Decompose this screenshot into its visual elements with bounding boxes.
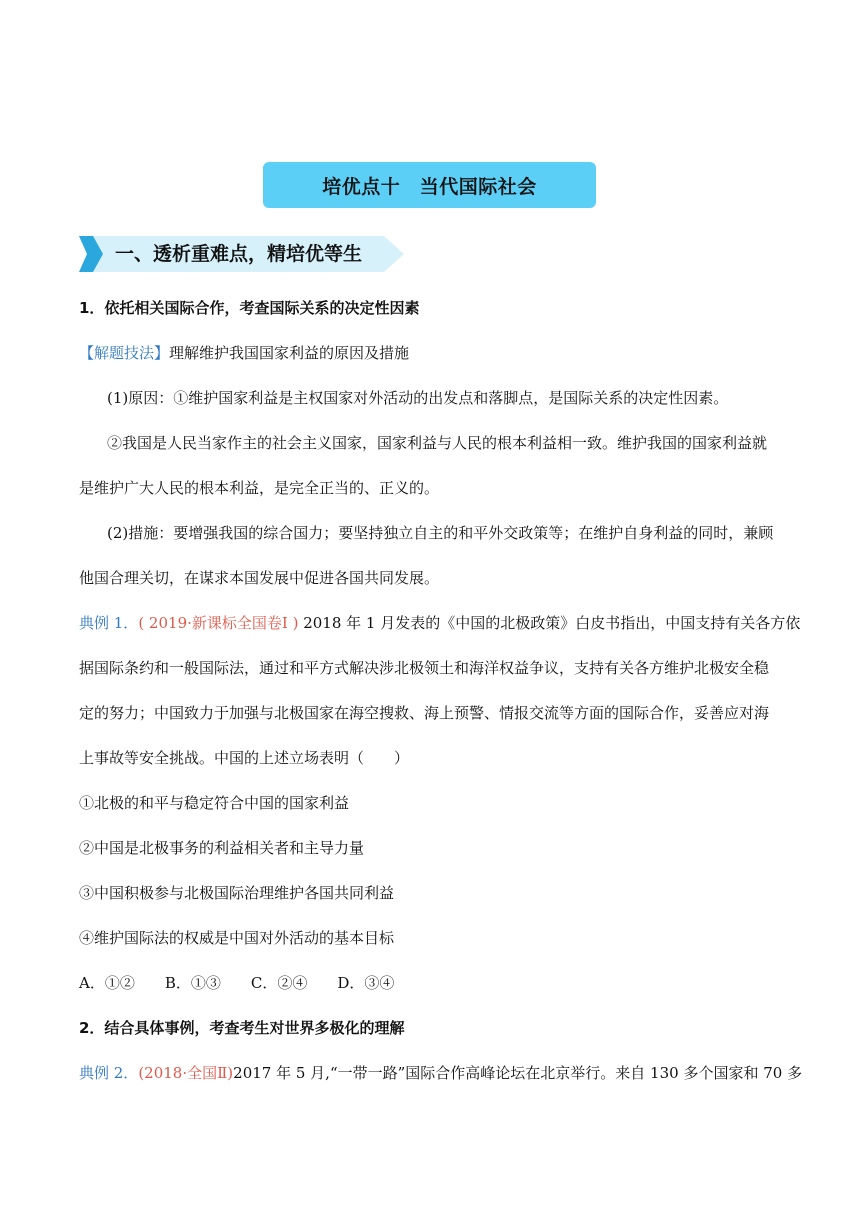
example1-line-4: 上事故等安全挑战。中国的上述立场表明（ ） <box>79 749 410 767</box>
example1-line-3: 定的努力；中国致力于加强与北极国家在海空搜救、海上预警、情报交流等方面的国际合作，妥善应对海 <box>79 704 770 722</box>
example2-line-1 <box>79 1063 803 1083</box>
page-title: 培优点十 当代国际社会 <box>263 162 596 208</box>
reason-line-2: ②我国是人民当家作主的社会主义国家，国家利益与人民的根本利益相一致。维护我国的国家利益就 <box>107 434 768 452</box>
example1-label: 典例 1． <box>79 614 139 632</box>
section-heading-text: 一、透析重难点，精培优等生 <box>115 243 363 265</box>
example1-line-1 <box>79 613 801 633</box>
reason-line-3: 是维护广大人民的根本利益，是完全正当的、正义的。 <box>79 479 440 497</box>
option-3: ③中国积极参与北极国际治理维护各国共同利益 <box>79 884 395 902</box>
point2-heading: 2．结合具体事例，考查考生对世界多极化的理解 <box>79 1019 405 1037</box>
example2-label: 典例 2． <box>79 1064 139 1082</box>
example1-text-1: 2018 年 1 月发表的《中国的北极政策》白皮书指出，中国支持有关各方依 <box>298 614 801 632</box>
example1-line-2: 据国际条约和一般国际法，通过和平方式解决涉北极领土和海洋权益争议，支持有关各方维护北极安全稳 <box>79 659 770 677</box>
point1-heading: 1．依托相关国际合作，考查国际关系的决定性因素 <box>79 299 420 317</box>
option-4: ④维护国际法的权威是中国对外活动的基本目标 <box>79 929 395 947</box>
option-2: ②中国是北极事务的利益相关者和主导力量 <box>79 839 365 857</box>
tip-text: 理解维护我国国家利益的原因及措施 <box>169 344 410 362</box>
section-heading <box>79 236 404 272</box>
example2-source: (2018·全国Ⅱ) <box>138 1064 234 1082</box>
answer-choices: A．①② B．①③ C．②④ D．③④ <box>79 974 395 992</box>
reason-line-1: (1)原因：①维护国家利益是主权国家对外活动的出发点和落脚点，是国际关系的决定性因素。 <box>107 389 729 407</box>
option-1: ①北极的和平与稳定符合中国的国家利益 <box>79 794 350 812</box>
tip-label: 【解题技法】 <box>79 344 170 362</box>
measure-line-2: 他国合理关切，在谋求本国发展中促进各国共同发展。 <box>79 569 440 587</box>
tip-line <box>79 343 784 363</box>
example2-text-1: 2017 年 5 月,“一带一路”国际合作高峰论坛在北京举行。来自 130 多个国家和 70 多 <box>233 1064 803 1082</box>
example1-source: ( 2019·新课标全国卷Ⅰ ) <box>138 614 299 632</box>
measure-line-1: (2)措施：要增强我国的综合国力；要坚持独立自主的和平外交政策等；在维护自身利益的同时，兼顾 <box>107 524 774 542</box>
